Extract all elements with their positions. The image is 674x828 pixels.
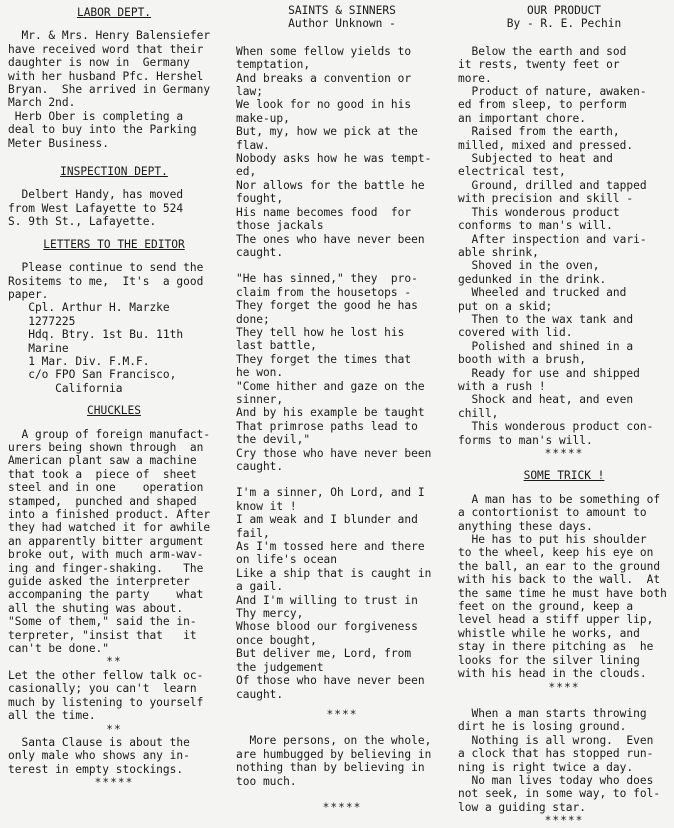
throwing-dirt-text: When a man starts throwing dirt he is losing ground. Nothing is all wrong. Even a clock that has stopped run- ning is right twice a day. No man lives today who does not seek, in some way, to fol- low a guiding star.	[458, 706, 661, 814]
poem-stanza-2: "He has sinned," they pro- claim from the housetops - They forget the good he has done; They tell how he lost his last battle, They forget the times that he won. "Come hither and gaze on the sinner, And by his example be taught That primrose paths lead to the devil," Cry those who have never been caught.	[236, 272, 432, 473]
separator-stars: ****	[548, 680, 580, 694]
chuckles-text: A group of foreign manufact- urers being shown through an American plant saw a machine that took a piece of sheet steel and in one operation stamped, punched and shaped into a finished product. After they had watched it for awhile an apparently bitter argument broke out, with much arm-wav- ing and finger-shaking. The guide asked the interpreter accompaning the party what all the shuting was about. "Some of them," said the in- terpreter, "insist that it can't be done."	[8, 427, 211, 656]
letters-to-editor-heading: LETTERS TO THE EDITOR	[43, 237, 185, 251]
separator-stars: *****	[544, 447, 584, 460]
inspection-dept-heading: INSPECTION DEPT.	[60, 165, 168, 179]
labor-dept-text: Mr. & Mrs. Henry Balensiefer have received word that their daughter is now in Germany with her husband Pfc. Hershel Bryan. She arrived in Germany March 2nd. Herb Ober is completing a deal to buy into the Parking Meter Business.	[8, 29, 211, 150]
separator-stars: *****	[322, 800, 362, 814]
column-1	[8, 4, 220, 790]
other-fellow-text: Let the other fellow talk oc- casionally; you can't learn much by listening to yourself all the time.	[8, 668, 204, 723]
separator-stars: *****	[544, 814, 584, 828]
poem-stanza-3: I'm a sinner, Oh Lord, and I know it ! I am weak and I blunder and fail, As I'm tossed here and there on life's ocean Like a ship that is caught in a gail. And I'm willing to trust in Thy mercy, Whose blood our forgiveness once bought, But deliver me, Lord, from the judgement Of those who have never been caught.	[236, 486, 432, 701]
our-product-heading: OUR PRODUCT	[526, 4, 602, 17]
column-2	[236, 4, 448, 814]
column-3	[458, 4, 670, 828]
poem-stanza-1: When some fellow yields to temptation, And breaks a convention or law; We look for no good in his make-up, But, my, how we pick at the flaw. Nobody asks how he was tempt- ed, Nor allows for the battle he fought, His name becomes food for those jackals The ones who have never been caught.	[236, 44, 432, 259]
separator-stars: **	[106, 722, 122, 736]
separator-stars: ****	[326, 707, 358, 721]
separator-stars: *****	[94, 776, 134, 790]
labor-dept-heading: LABOR DEPT.	[76, 6, 152, 19]
saints-sinners-heading: SAINTS & SINNERS	[288, 4, 396, 17]
our-product-byline: By - R. E. Pechin	[506, 17, 622, 31]
letters-to-editor-text: Please continue to send the Rositems to me, It's a good paper. Cpl. Arthur H. Marzke 1277225 Hdq. Btry. 1st Bu. 11th Marine 1 Mar. Div. F.M.F. c/o FPO San Francisco, California	[8, 261, 204, 395]
saints-sinners-byline: Author Unknown -	[288, 17, 396, 31]
chuckles-heading: CHUCKLES	[87, 404, 141, 418]
some-trick-heading: SOME TRICK !	[523, 469, 605, 483]
more-persons-text: More persons, on the whole, are humbugged by believing in nothing than by believing in too much.	[236, 734, 432, 788]
inspection-dept-text: Delbert Handy, has moved from West Lafayette to 524 S. 9th St., Lafayette.	[8, 188, 184, 229]
our-product-poem: Below the earth and sod it rests, twenty feet or more. Product of nature, awaken- ed from sleep, to perform an important chore. Raised from the earth, milled, mixed and pressed. Subjected to heat and electrical test, Ground, drilled and tapped with precision and skill - This wonderous product conforms to man's will. After inspection and vari- able shrink, Shoved in the oven, gedunked in the drink. Wheeled and trucked and put on a skid; Then to the wax tank and covered with lid. Polished and shined in a booth with a brush, Ready for use and shipped with a rush ! Shock and heat, and even chill, This wonderous product con- forms to man's will.	[458, 44, 654, 447]
some-trick-text: A man has to be something of a contortionist to amount to anything these days. He has to put his shoulder to the wheel, keep his eye on the ball, an ear to the ground with his back to the wall. At the same time he must have both feet on the ground, keep a level head a stiff upper lip, whistle while he works, and stay in there pitching as he looks for the silver lining with his head in the clouds.	[458, 492, 667, 681]
separator-stars: **	[106, 655, 122, 669]
santa-clause-text: Santa Clause is about the only male who shows any in- terest in empty stockings.	[8, 735, 190, 776]
